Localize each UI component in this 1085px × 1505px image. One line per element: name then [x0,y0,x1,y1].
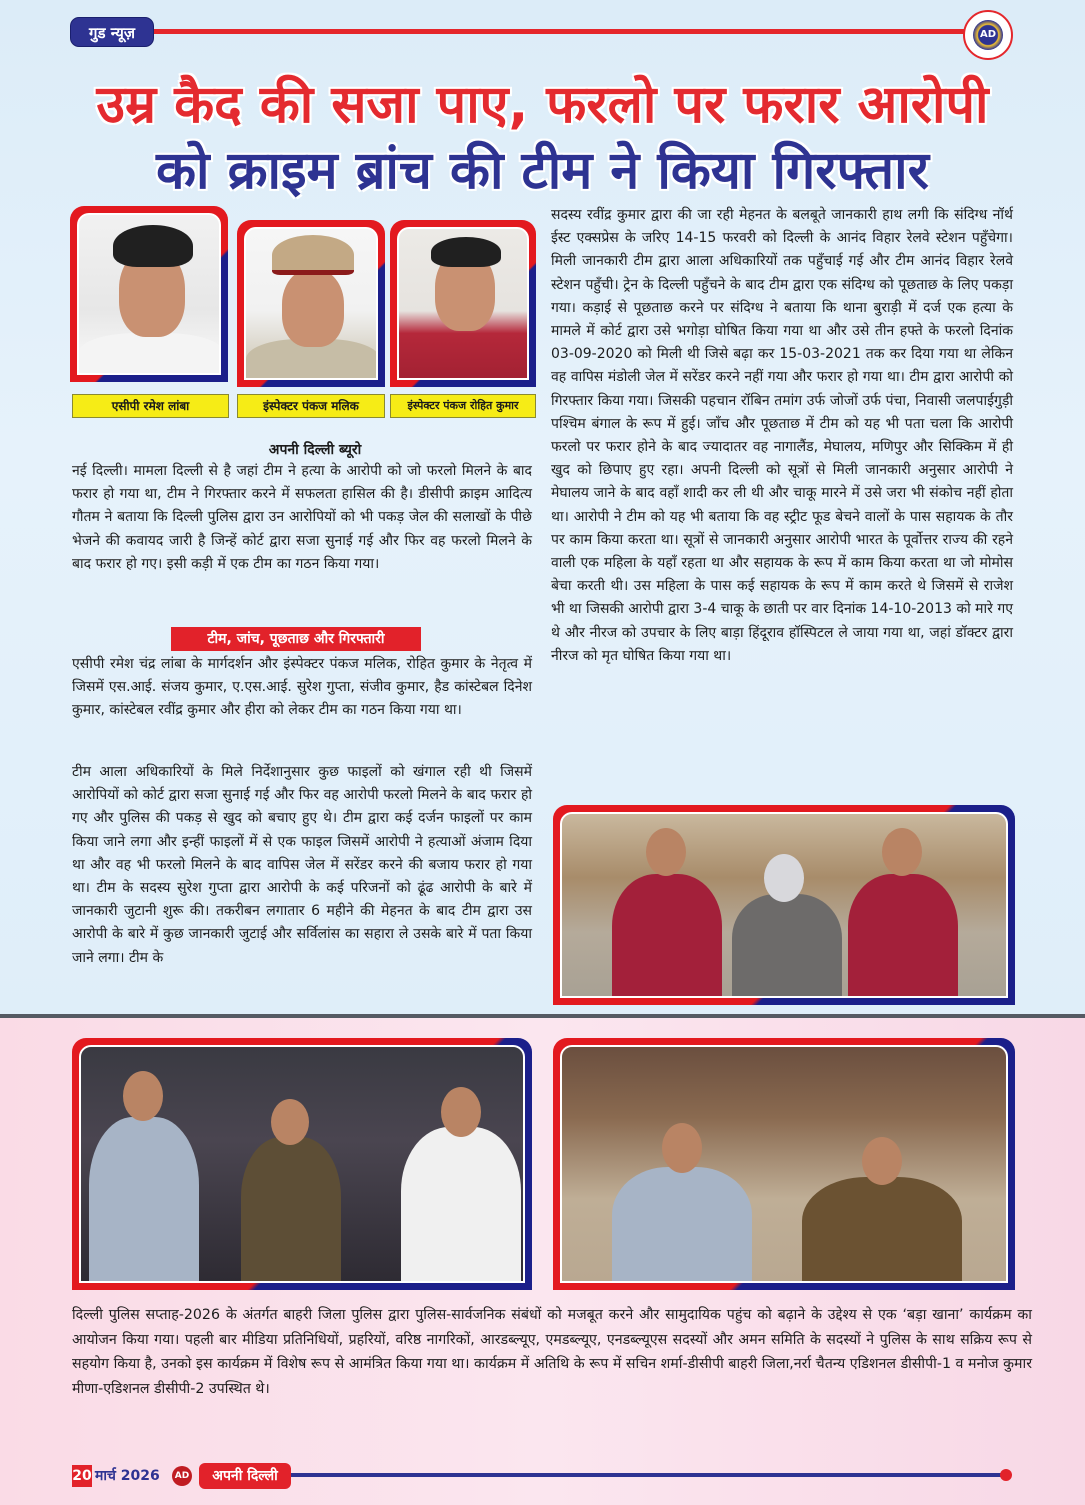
award-photo [79,1045,525,1283]
delhi-police-logo-icon [963,10,1013,60]
issue-date: मार्च 2026 [95,1468,160,1484]
article-right-column [551,204,1013,668]
portrait-photo-inspector-rohit [397,227,529,380]
portrait-caption-inspector-malik: इंस्पेक्टर पंकज मलिक [237,394,385,418]
portrait-caption-inspector-rohit: इंस्पेक्टर पंकज रोहित कुमार [390,394,536,418]
portrait-frame-acp [70,206,228,382]
portrait-photo-acp [77,213,221,375]
brand-logo-icon: AD [172,1466,192,1486]
intro-paragraph: नई दिल्ली। मामला दिल्ली से है जहां टीम ने हत्या के आरोपी को जो फरलो मिलने के बाद फरार हो गया था, टीम ने गिरफ्तार करने में सफलता हासिल की है। डीसीपी क्राइम आदित्य गौतम ने बताया कि दिल्ली पुलिस द्वारा उन आरोपियों को भी पकड़ जेल की सलाखों के पीछे भेजने की कवायद जारी है जिन्हें कोर्ट द्वारा सजा सुनाई गई और फिर वह फरलो मिलने के बाद फरार हो गए। इसी कड़ी में एक टीम का गठन किया गया। [72,463,532,572]
event-audience-photo-frame [553,1038,1015,1290]
team-paragraph: एसीपी रमेश चंद्र लांबा के मार्गदर्शन और इंस्पेक्टर पंकज मलिक, रोहित कुमार के नेतृत्व में जिसमें एस.आई. संजय कुमार, ए.एस.आई. सुरेश गुप्ता, संजीव कुमार, हैड कांस्टेबल दिनेश कुमार, कांस्टेबल रवींद्र कुमार और हीरा को लेकर टीम का गठन किया गया था। [72,656,532,719]
portrait-photo-inspector-malik [244,227,378,380]
portrait-frame-inspector-malik [237,220,385,387]
arrest-photo [560,812,1008,998]
investigation-paragraph: टीम आला अधिकारियों के मिले निर्देशानुसार कुछ फाइलों को खंगाल रही थी जिसमें आरोपियों को कोर्ट द्वारा सजा सुनाई गई और फिर वह आरोपी फरलो मिलने के बाद फरार हो गए और पुलिस की पकड़ से खुद को बचाए हुए थे। टीम द्वारा कई दर्जन फाइलों पर काम किया जाने लगा और इन्हीं फाइलों में से एक फाइल जिसमें आरोपी ने हत्याओं अंजाम दिया था और वह भी फरलो मिलने के बाद वापिस जेल में सरेंडर करने की बजाय फरार हो गया था। टीम के सदस्य सुरेश गुप्ता द्वारा आरोपी के कई परिजनों को ढूंढ आरोपी के बारे में जानकारी जुटानी शुरू की। तकरीबन लगातार 6 महीने की मेहनत के बाद टीम द्वारा उस आरोपी के बारे में कुछ जानकारी जुटाई और सर्विलांस का सहारा ले उसके बारे में पता किया जाने लगा। टीम के [72,764,532,966]
headline-line-1: उम्र कैद की सजा पाए, फरलो पर फरार आरोपी [96,75,989,135]
award-photo-frame [72,1038,532,1290]
headline-line-2: को क्राइम ब्रांच की टीम ने किया गिरफ्तार [156,141,929,201]
article-investigation [72,761,532,970]
footer-divider-line [291,1473,1005,1477]
page-number: 20 [72,1465,92,1487]
publication-name: अपनी दिल्ली [199,1463,291,1489]
event-audience-photo [560,1045,1008,1283]
article-subheading: टीम, जांच, पूछताछ और गिरफ्तारी [171,627,421,651]
logo-emblem: AD [973,20,1003,50]
section-tag: गुड न्यूज़ [70,17,154,47]
event-caption: दिल्ली पुलिस सप्ताह-2026 के अंतर्गत बाहरी जिला पुलिस द्वारा पुलिस-सार्वजनिक संबंधों को मजबूत करने और सामुदायिक पहुंच को बढ़ाने के उद्देश्य से एक ‘बड़ा खाना’ कार्यक्रम का आयोजन किया गया। पहली बार मीडिया प्रतिनिधियों, प्रहरियों, वरिष्ठ नागरिकों, आरडब्ल्यूए, एमडब्ल्यूए, एनडब्ल्यूएस सदस्यों और अमन समिति के सदस्यों ने पुलिस के साथ सक्रिय रूप से सहयोग किया है, उनको इस कार्यक्रम में विशेष रूप से आमंत्रित किया गया था। कार्यक्रम में अतिथि के रूप में सचिन शर्मा-डीसीपी बाहरी जिला,नर्रा चैतन्य एडिशनल डीसीपी-1 व मनोज कुमार मीणा-एडिशनल डीसीपी-2 उपस्थित थे। [72,1307,1032,1397]
byline: अपनी दिल्ली ब्यूरो [268,442,362,458]
portrait-frame-inspector-rohit [390,220,536,387]
arrest-photo-frame [553,805,1015,1005]
article-team [72,653,532,723]
header-divider-line [154,29,966,34]
footer-dot-icon [1000,1469,1012,1481]
portrait-caption-acp: एसीपी रमेश लांबा [72,394,229,418]
article-intro [72,460,532,576]
right-column-paragraph: सदस्य रवींद्र कुमार द्वारा की जा रही मेहनत के बलबूते जानकारी हाथ लगी कि संदिग्ध नॉर्थ ईस्ट एक्सप्रेस के जरिए 14-15 फरवरी को दिल्ली के आनंद विहार रेलवे स्टेशन पहुँचेगा। मिली जानकारी टीम द्वारा आला अधिकारियों तक पहुँचाई गई और टीम आनंद विहार रेलवे स्टेशन पहुँची। ट्रेन के दिल्ली पहुँचने के बाद टीम द्वारा एक संदिग्ध को पूछताछ के लिए पकड़ा गया। कड़ाई से पूछताछ करने पर संदिग्ध ने बताया कि थाना बुराड़ी में दर्ज एक हत्या के मामले में कोर्ट द्वारा उसे भगोड़ा घोषित किया गया था और उसे तीन हफ्ते के फरलो दिनांक 03-09-2020 को मिली थी जिसे बढ़ा कर 15-03-2021 तक कर दिया गया था लेकिन वह वापिस मंडोली जेल में सरेंडर करने नहीं गया और फरार हो गया था। टीम द्वारा आरोपी को गिरफ्तार किया गया। जिसकी पहचान रॉबिन तमांग उर्फ जोजों उर्फ पंचा, निवासी जलपाईगुड़ी पश्चिम बंगाल के रूप में हुई। जाँच और पूछताछ में टीम को यह भी पता चला कि आरोपी फरलो पर फरार होने के बाद ज्यादातर वह नागालैंड, मेघालय, मणिपुर और सिक्किम में ही खुद को छिपाए हुए रहा। अपनी दिल्ली को सूत्रों से मिली जानकारी अनुसार आरोपी ने मेघालय जाने के बाद वहाँ शादी कर ली थी और चाकू मारने में उसे जरा भी संकोच नहीं होता था। आरोपी ने टीम को यह भी बताया कि वह स्ट्रीट फूड बेचने वालों के पास सहायक के तौर पर काम किया करता था। सूत्रों से जानकारी अनुसार आरोपी भारत के पूर्वोत्तर राज्य की रहने वाली एक महिला के यहाँ रहता था और सहायक के रूप में काम किया करता था जो मोमोस बेचा करती थी। उस महिला के पास कई सहायक के रूप में काम करते थे जिसमें से राजेश भी था जिसकी आरोपी द्वारा 3-4 चाकू के छाती पर वार दिनांक 14-10-2013 को मारे गए थे और नीरज को उपचार के लिए बाड़ा हिंदूराव हॉस्पिटल ले जाया गया था, जहां डॉक्टर द्वारा नीरज को मृत घोषित किया गया था। [551,207,1013,664]
